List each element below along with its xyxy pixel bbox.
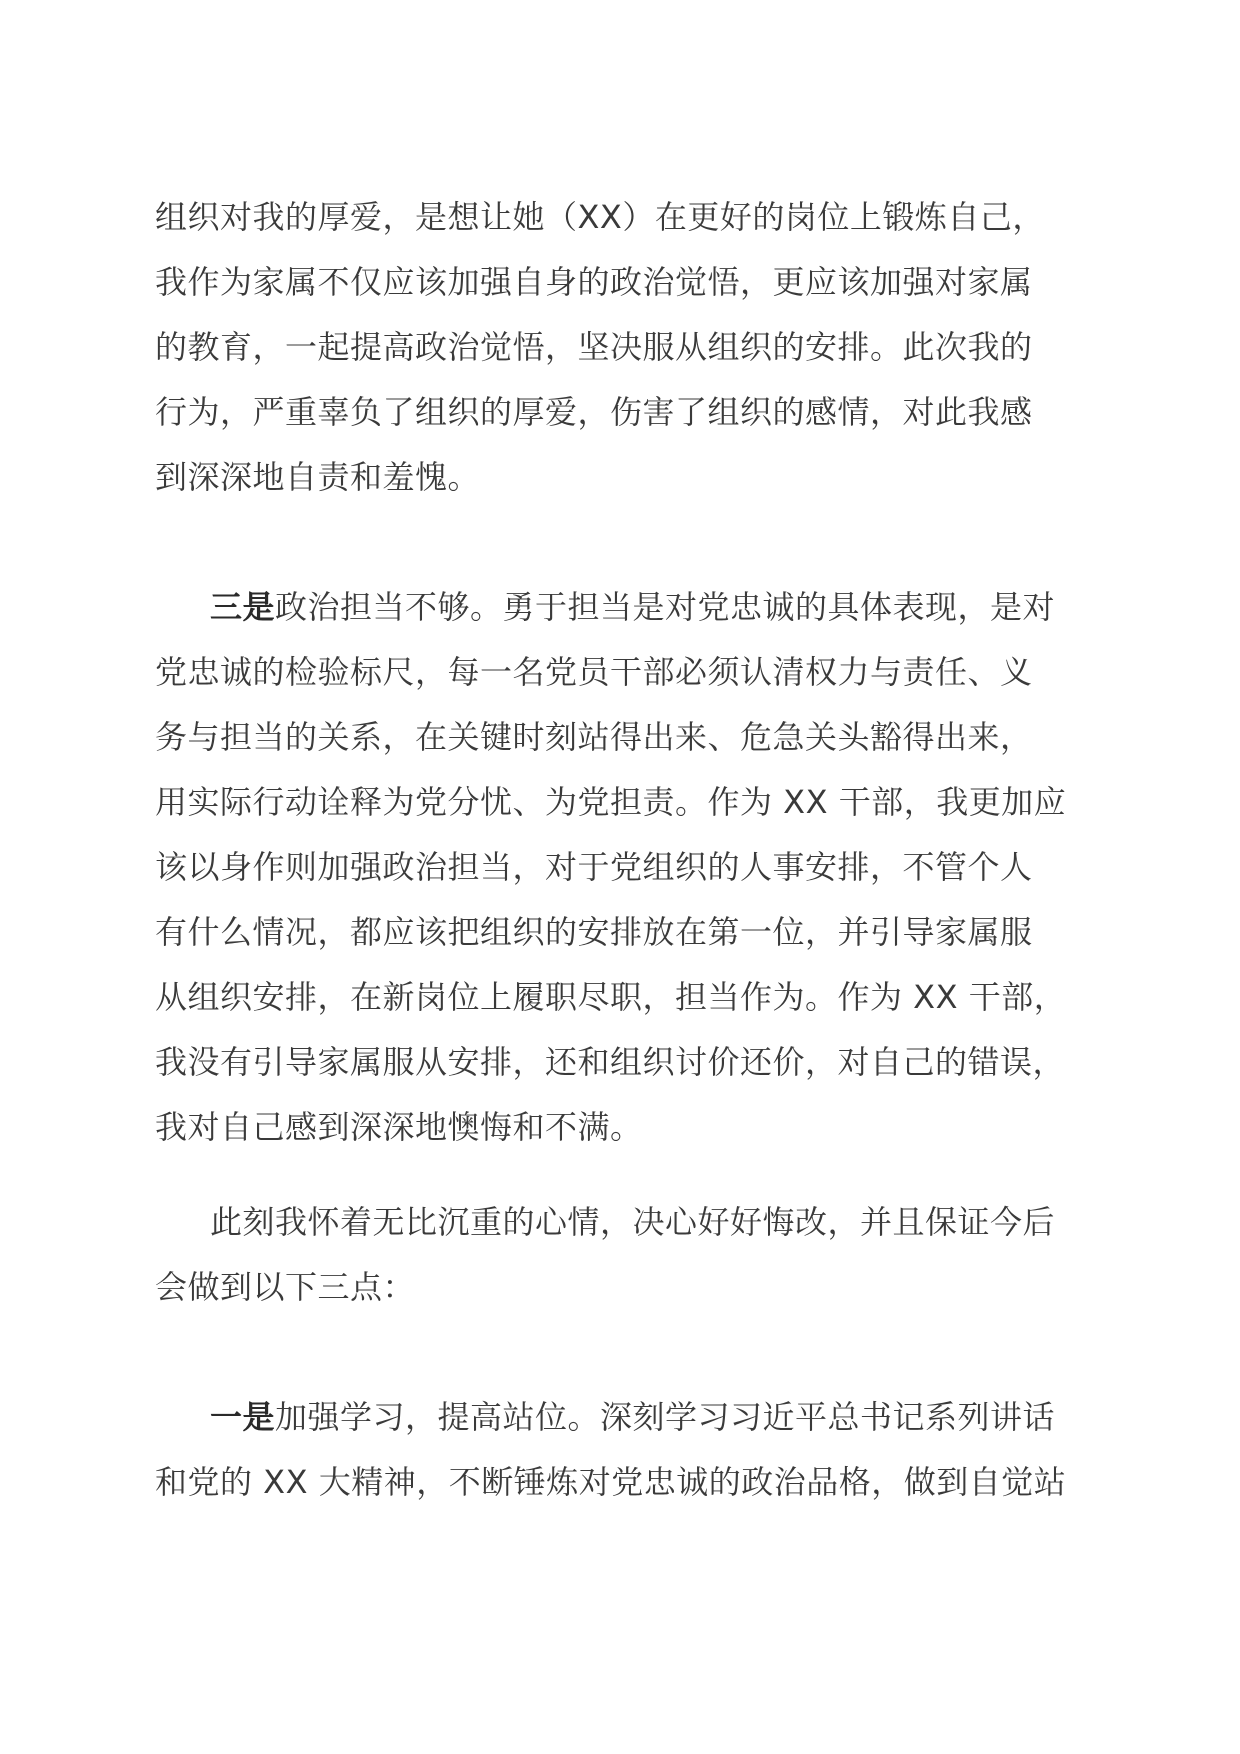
- paragraph-line: 务与担当的关系，在关键时刻站得出来、危急关头豁得出来，: [155, 718, 1033, 756]
- paragraph-line: 该以身作则加强政治担当，对于党组织的人事安排，不管个人: [155, 848, 1033, 886]
- paragraph-first-line: 此刻我怀着无比沉重的心情，决心好好悔改，并且保证今后: [210, 1203, 1056, 1241]
- paragraph-line: 会做到以下三点：: [155, 1268, 416, 1306]
- paragraph-3: [155, 1190, 1095, 1320]
- paragraph-line: 和党的 XX 大精神，不断锤炼对党忠诚的政治品格，做到自觉站: [155, 1463, 1067, 1501]
- paragraph-line: 党忠诚的检验标尺，每一名党员干部必须认清权力与责任、义: [155, 653, 1033, 691]
- paragraph-line: 有什么情况，都应该把组织的安排放在第一位，并引导家属服: [155, 913, 1033, 951]
- paragraph-line: 行为，严重辜负了组织的厚爱，伤害了组织的感情，对此我感: [155, 393, 1033, 431]
- paragraph-line: 从组织安排，在新岗位上履职尽职，担当作为。作为 XX 干部，: [155, 978, 1067, 1016]
- paragraph-first-line: [155, 575, 1095, 640]
- paragraph-first-line-text: 加强学习，提高站位。深刻学习习近平总书记系列讲话: [275, 1398, 1056, 1436]
- paragraph-lead-bold: 一是: [210, 1398, 276, 1436]
- paragraph-first-line: [155, 1385, 1095, 1450]
- paragraph-line: 组织对我的厚爱，是想让她（XX）在更好的岗位上锻炼自己，: [155, 198, 1045, 236]
- paragraph-line: 到深深地自责和羞愧。: [155, 458, 481, 496]
- paragraph-1: [155, 185, 1095, 510]
- paragraph-first-line-text: 政治担当不够。勇于担当是对党忠诚的具体表现，是对: [275, 588, 1056, 626]
- paragraph-line: 我没有引导家属服从安排，还和组织讨价还价，对自己的错误，: [155, 1043, 1066, 1081]
- paragraph-line: 我对自己感到深深地懊悔和不满。: [155, 1108, 643, 1146]
- paragraph-2: [155, 575, 1095, 1160]
- paragraph-lead-bold: 三是: [210, 588, 276, 626]
- paragraph-line: 的教育，一起提高政治觉悟，坚决服从组织的安排。此次我的: [155, 328, 1033, 366]
- paragraph-4: [155, 1385, 1095, 1515]
- paragraph-line: 我作为家属不仅应该加强自身的政治觉悟，更应该加强对家属: [155, 263, 1033, 301]
- paragraph-line: 用实际行动诠释为党分忧、为党担责。作为 XX 干部，我更加应: [155, 783, 1067, 821]
